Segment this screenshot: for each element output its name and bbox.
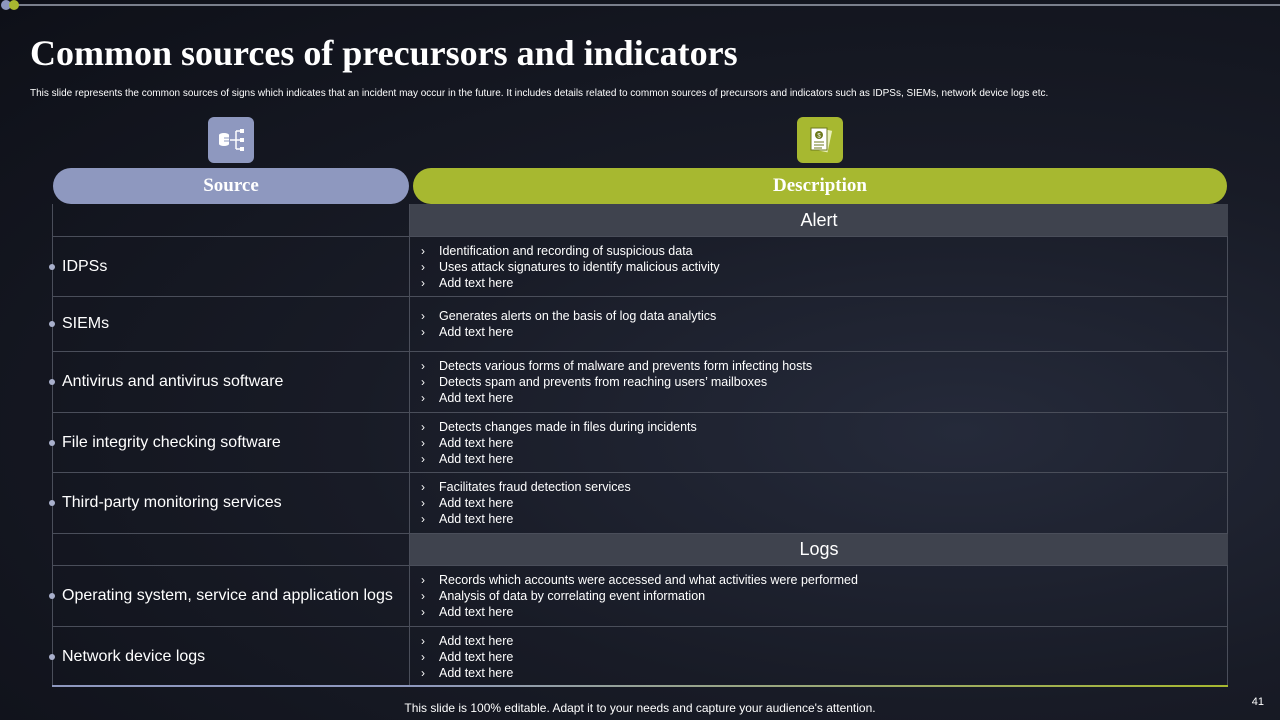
table-row — [52, 472, 1228, 533]
source-name: IDPSs — [62, 257, 108, 275]
description-cell — [409, 237, 1228, 296]
list-item — [420, 259, 1228, 275]
item-text: Detects spam and prevents from reaching users’ mailboxes — [439, 375, 768, 389]
chevron-right-icon: › — [421, 496, 425, 510]
source-name: Operating system, service and application logs — [62, 587, 393, 604]
list-item — [420, 308, 1228, 324]
chevron-right-icon: › — [421, 649, 425, 664]
list-item — [420, 451, 1228, 467]
source-cell — [52, 297, 409, 351]
chevron-right-icon: › — [421, 391, 425, 405]
description-cell — [409, 352, 1228, 412]
description-cell — [409, 413, 1228, 472]
chevron-right-icon: › — [421, 451, 425, 466]
section-title-logs: Logs — [409, 534, 1228, 565]
item-text: Add text here — [439, 325, 514, 339]
document-money-icon — [797, 117, 843, 163]
chevron-right-icon: › — [421, 359, 425, 373]
source-name: Antivirus and antivirus software — [62, 373, 284, 390]
table-row — [52, 351, 1228, 412]
bullet-dot — [49, 440, 55, 446]
table-row — [52, 626, 1228, 686]
bullet-dot — [49, 593, 55, 599]
source-name: Third-party monitoring services — [62, 494, 282, 511]
item-text: Add text here — [439, 665, 514, 680]
chevron-right-icon: › — [421, 605, 425, 619]
source-cell — [52, 237, 409, 296]
list-item — [420, 324, 1228, 340]
slide-title: Common sources of precursors and indicators — [30, 33, 738, 73]
list-item — [420, 588, 1228, 604]
top-rule — [14, 4, 1280, 6]
item-text: Add text here — [439, 496, 514, 510]
item-text: Add text here — [439, 633, 514, 648]
svg-text:$: $ — [817, 133, 821, 140]
item-text: Analysis of data by correlating event information — [439, 589, 706, 603]
list-item — [420, 511, 1228, 527]
source-cell — [52, 352, 409, 412]
item-text: Add text here — [439, 275, 514, 290]
sources-table — [52, 204, 1228, 686]
source-header: Source — [53, 168, 409, 204]
chevron-right-icon: › — [421, 309, 425, 323]
description-cell — [409, 627, 1228, 686]
table-bottom-rule — [52, 685, 1228, 687]
bullet-dot — [49, 500, 55, 506]
chevron-right-icon: › — [421, 665, 425, 680]
chevron-right-icon: › — [421, 375, 425, 389]
list-item — [420, 604, 1228, 620]
source-cell — [52, 473, 409, 533]
table-row — [52, 236, 1228, 296]
slide-subtitle: This slide represents the common sources of signs which indicates that an incident may occur in the future. It includes details related to common sources of precursors and indicators such as IDPSs, SIEMs, network device logs etc. — [30, 88, 1049, 99]
bullet-dot — [49, 264, 55, 270]
list-item — [420, 374, 1228, 390]
chevron-right-icon: › — [421, 512, 425, 526]
list-item — [420, 435, 1228, 451]
item-text: Uses attack signatures to identify malicious activity — [439, 259, 720, 274]
item-text: Identification and recording of suspicious data — [439, 243, 693, 258]
list-item — [420, 358, 1228, 374]
source-name: Network device logs — [62, 647, 206, 665]
table-row — [52, 296, 1228, 351]
item-text: Add text here — [439, 451, 514, 466]
source-cell — [52, 566, 409, 626]
item-text: Detects various forms of malware and prevents form infecting hosts — [439, 359, 813, 373]
item-text: Detects changes made in files during incidents — [439, 419, 697, 434]
list-item — [420, 649, 1228, 665]
chevron-right-icon: › — [421, 435, 425, 450]
list-item — [420, 633, 1228, 649]
database-network-icon — [208, 117, 254, 163]
bullet-dot — [49, 654, 55, 660]
source-cell — [52, 627, 409, 686]
bullet-dot — [49, 379, 55, 385]
source-name: File integrity checking software — [62, 433, 281, 451]
description-cell — [409, 297, 1228, 351]
chevron-right-icon: › — [421, 573, 425, 587]
section-header-row — [52, 533, 1228, 565]
chevron-right-icon: › — [421, 275, 425, 290]
item-text: Facilitates fraud detection services — [439, 480, 631, 494]
table-row — [52, 565, 1228, 626]
item-text: Records which accounts were accessed and what activities were performed — [439, 573, 858, 587]
footer-note: This slide is 100% editable. Adapt it to your needs and capture your audience's attention. — [404, 701, 876, 715]
item-text: Add text here — [439, 605, 514, 619]
chevron-right-icon: › — [421, 589, 425, 603]
source-name: SIEMs — [62, 315, 110, 332]
page-number: 41 — [1251, 696, 1264, 708]
list-item — [420, 419, 1228, 435]
list-item — [420, 275, 1228, 291]
item-text: Add text here — [439, 391, 514, 405]
list-item — [420, 495, 1228, 511]
item-text: Add text here — [439, 649, 514, 664]
item-text: Add text here — [439, 512, 514, 526]
table-row — [52, 412, 1228, 472]
chevron-right-icon: › — [421, 480, 425, 494]
list-item — [420, 479, 1228, 495]
list-item — [420, 390, 1228, 406]
description-header: Description — [413, 168, 1227, 204]
section-header-row — [52, 204, 1228, 236]
section-title-alert: Alert — [409, 204, 1228, 236]
list-item — [420, 572, 1228, 588]
chevron-right-icon: › — [421, 419, 425, 434]
chevron-right-icon: › — [421, 325, 425, 339]
chevron-right-icon: › — [421, 633, 425, 648]
chevron-right-icon: › — [421, 243, 425, 258]
description-cell — [409, 566, 1228, 626]
source-cell — [52, 413, 409, 472]
description-cell — [409, 473, 1228, 533]
top-dot-green — [9, 0, 19, 10]
item-text: Add text here — [439, 435, 514, 450]
chevron-right-icon: › — [421, 259, 425, 274]
list-item — [420, 665, 1228, 681]
list-item — [420, 243, 1228, 259]
item-text: Generates alerts on the basis of log data analytics — [439, 309, 717, 323]
bullet-dot — [49, 321, 55, 327]
